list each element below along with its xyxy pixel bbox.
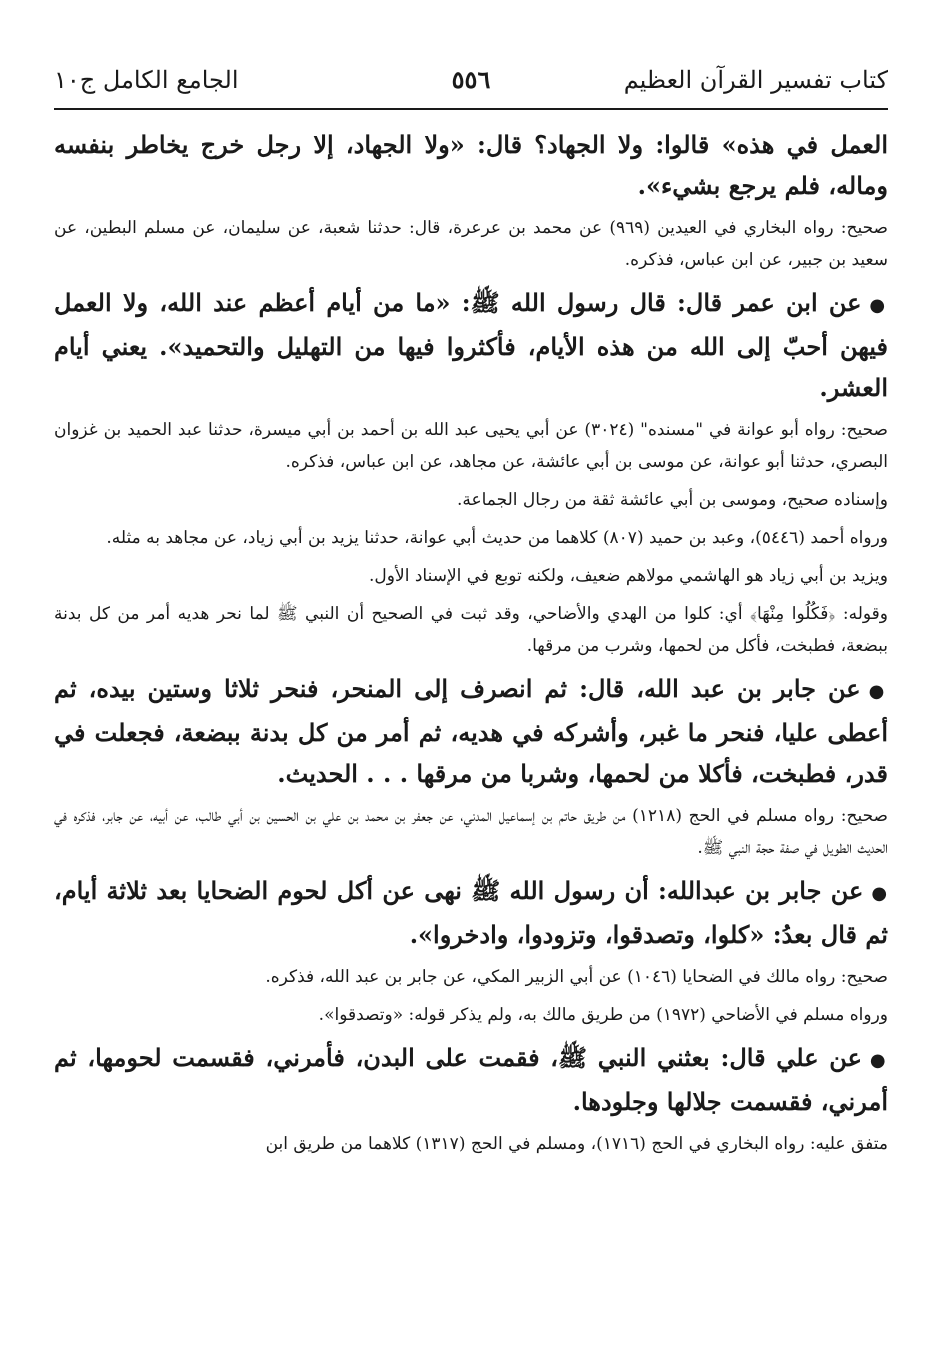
takhrij-note <box>54 560 888 592</box>
takhrij-note <box>54 212 888 276</box>
paragraph-text: صحيح: رواه مسلم في الحج (١٢١٨) من طريق حاتم بن إسماعيل المدني، عن جعفر بن محمد بن علي بن الحسين بن أبي طالب، عن أبيه، عن جابر، فذكره في الحديث الطويل في صفة حجة النبي ﷺ. <box>54 806 888 858</box>
takhrij-note <box>54 484 888 516</box>
paragraph-text: ورواه أحمد (٥٤٤٦)، وعبد بن حميد (٨٠٧) كلاهما من حديث أبي عوانة، حدثنا يزيد بن أبي زياد، عن مجاهد به مثله. <box>106 528 888 548</box>
bullet-icon: ● <box>868 681 888 702</box>
takhrij-note <box>54 999 888 1031</box>
paragraph-text: ويزيد بن أبي زياد هو الهاشمي مولاهم ضعيف، ولكنه توبع في الإسناد الأول. <box>369 566 888 586</box>
takhrij-note <box>54 961 888 993</box>
paragraph-text: العمل في هذه» قالوا: ولا الجهاد؟ قال: «ولا الجهاد، إلا رجل خرج يخاطر بنفسه وماله، فلم يرجع بشيء». <box>54 130 888 200</box>
takhrij-note <box>54 1128 888 1160</box>
document-page <box>54 60 888 1360</box>
hadith-paragraph <box>54 668 888 794</box>
paragraph-text: متفق عليه: رواه البخاري في الحج (١٧١٦)، ومسلم في الحج (١٣١٧) كلاهما من طريق ابن <box>265 1134 888 1154</box>
book-title: كتاب تفسير القرآن العظيم <box>623 66 888 94</box>
bullet-icon: ● <box>871 883 888 904</box>
hadith-paragraph <box>54 870 888 955</box>
takhrij-note <box>54 414 888 478</box>
bullet-icon: ● <box>869 1050 888 1071</box>
takhrij-note <box>54 522 888 554</box>
page-header <box>54 60 888 110</box>
paragraph-text: صحيح: رواه البخاري في العيدين (٩٦٩) عن محمد بن عرعرة، قال: حدثنا شعبة، عن سليمان، عن مسلم البطين، عن سعيد بن جبير، عن ابن عباس، فذكره. <box>54 218 888 270</box>
paragraph-text: صحيح: رواه أبو عوانة في "مسنده" (٣٠٢٤) عن أبي يحيى عبد الله بن أحمد بن أبي ميسرة، حدثنا عبد الحميد بن غزوان البصري، حدثنا أبو عوانة، عن موسى بن أبي عائشة، عن مجاهد، عن ابن عباس، فذكره. <box>54 420 888 472</box>
paragraph-text: وإسناده صحيح، وموسى بن أبي عائشة ثقة من رجال الجماعة. <box>456 490 888 510</box>
paragraph-text: ورواه مسلم في الأضاحي (١٩٧٢) من طريق مالك به، ولم يذكر قوله: «وتصدقوا». <box>318 1005 888 1025</box>
paragraph-text: عن جابر بن عبد الله، قال: ثم انصرف إلى المنحر، فنحر ثلاثا وستين بيده، ثم أعطى عليا، فنحر ما غبر، وأشركه في هديه، ثم أمر من كل بدنة ببضعة، فجعلت في قدر، فطبخت، فأكلا من لحمها، وشربا من مرقها . . . الحديث. <box>54 674 888 788</box>
paragraph-text: وقوله: ﴿فَكُلُوا مِنْهَا﴾ أي: كلوا من الهدي والأضاحي، وقد ثبت في الصحيح أن النبي ﷺ لما نحر هديه أمر من كل بدنة ببضعة، فطبخت، فأكل من لحمها، وشرب من مرقها. <box>54 604 888 656</box>
paragraph-text: عن ابن عمر قال: قال رسول الله ﷺ: «ما من أيام أعظم عند الله، ولا العمل فيهن أحبّ إلى الله من هذه الأيام، فأكثروا فيها من التهليل والتحميد». يعني أيام العشر. <box>54 288 888 402</box>
page-body <box>54 110 888 1160</box>
paragraph-text: عن جابر بن عبدالله: أن رسول الله ﷺ نهى عن أكل لحوم الضحايا بعد ثلاثة أيام، ثم قال بعدُ: «كلوا، وتصدقوا، وتزودوا، وادخروا». <box>54 876 888 949</box>
paragraph-text: صحيح: رواه مالك في الضحايا (١٠٤٦) عن أبي الزبير المكي، عن جابر بن عبد الله، فذكره. <box>265 967 888 987</box>
commentary-note <box>54 598 888 662</box>
hadith-paragraph <box>54 124 888 206</box>
hadith-paragraph <box>54 1037 888 1122</box>
paragraph-text: عن علي قال: بعثني النبي ﷺ، فقمت على البدن، فأمرني، فقسمت لحومها، ثم أمرني، فقسمت جلالها وجلودها. <box>54 1043 888 1116</box>
takhrij-note <box>54 800 888 864</box>
page-number: ٥٥٦ <box>451 65 491 94</box>
hadith-paragraph <box>54 282 888 408</box>
volume-title: الجامع الكامل ج١٠ <box>54 66 239 94</box>
bullet-icon: ● <box>869 295 888 316</box>
